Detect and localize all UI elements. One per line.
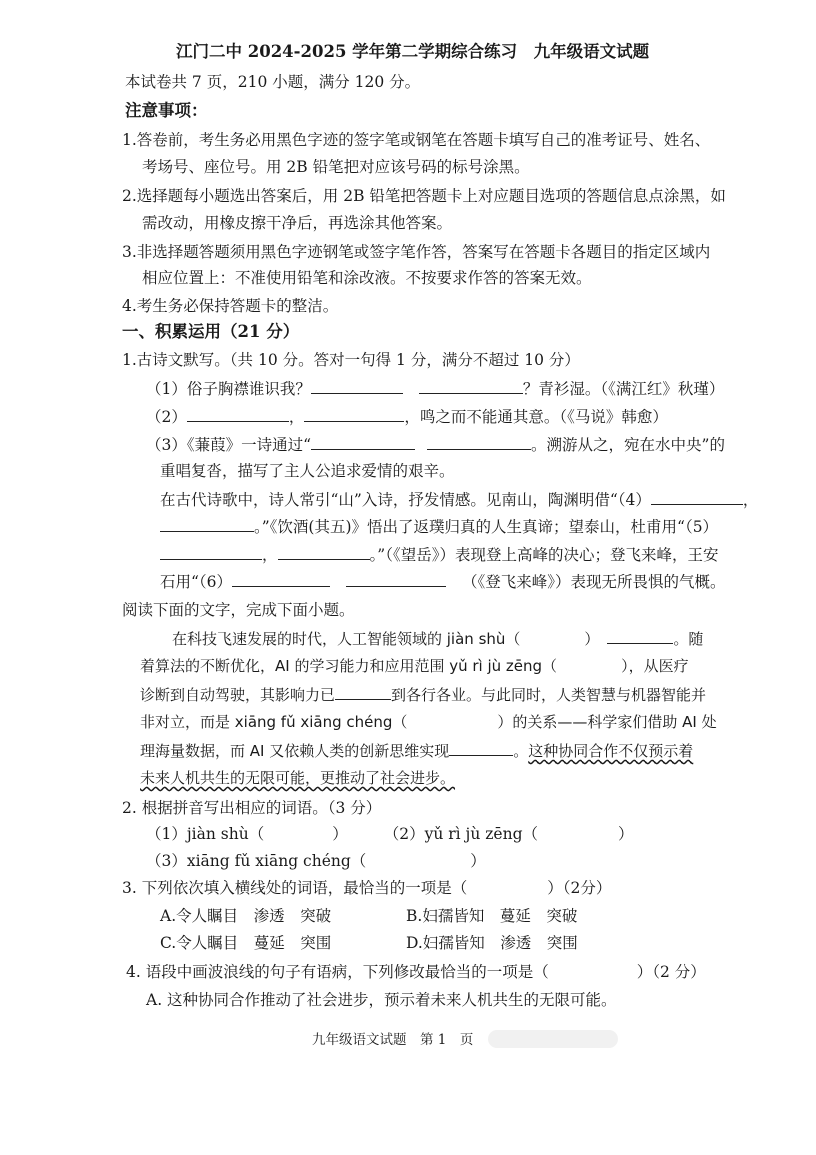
page-footer: 九年级语文试题 第 1 页 bbox=[312, 1032, 474, 1048]
answer-blank[interactable] bbox=[335, 684, 391, 700]
mountain-comma-2: ， bbox=[262, 546, 278, 564]
passage-line-4 bbox=[140, 712, 717, 732]
exam-title: 江门二中 2024-2025 学年第二学期综合练习 九年级语文试题 bbox=[176, 42, 650, 61]
q2-item-2: （2）yǔ rì jù zēng（ bbox=[383, 825, 538, 843]
q2-item-2-end: ） bbox=[618, 825, 634, 843]
mountain-text-b: 。”《饮酒(其五)》悟出了返璞归真的人生真谛；望泰山，杜甫用“（5） bbox=[254, 518, 719, 536]
passage-line-5 bbox=[140, 740, 693, 761]
answer-blank[interactable] bbox=[311, 434, 415, 450]
passage-text: 理海量数据，而 AI 又依赖人类的创新思维实现 bbox=[140, 742, 450, 760]
answer-blank[interactable] bbox=[160, 516, 254, 532]
q4-stem-text: 4. 语段中画波浪线的句子有语病，下列修改最恰当的一项是（ bbox=[126, 963, 549, 981]
mountain-paragraph-line-4 bbox=[160, 571, 726, 592]
passage-text: 在科技飞速发展的时代，人工智能领域的 jiàn shù（ bbox=[172, 630, 521, 648]
q4-option-a: A. 这种协同合作推动了社会进步，预示着未来人机共生的无限可能。 bbox=[146, 991, 617, 1009]
q3-stem-end: ）（2分） bbox=[547, 879, 612, 897]
scan-smudge bbox=[488, 1030, 618, 1048]
answer-blank[interactable] bbox=[607, 628, 673, 644]
passage-text: 着算法的不断优化，AI 的学习能力和应用范围 yǔ rì jù zēng（ bbox=[140, 657, 558, 675]
q4-stem-end: ）（2 分） bbox=[636, 963, 706, 981]
passage-text: 到各行各业。与此同时，人类智慧与机器智能并 bbox=[391, 686, 707, 704]
q1-3-prefix: （3）《蒹葭》一诗通过“ bbox=[146, 436, 312, 454]
mountain-paragraph-line-3 bbox=[160, 544, 718, 565]
passage-text: ）的关系——科学家们借助 AI 处 bbox=[497, 713, 717, 731]
question-2-items-row-1 bbox=[146, 824, 634, 844]
passage-text: 。 bbox=[513, 742, 529, 760]
answer-blank[interactable] bbox=[427, 434, 531, 450]
mountain-text-c: 。”（《望岳》）表现登上高峰的决心；登飞来峰，王安 bbox=[369, 546, 719, 564]
passage-line-6 bbox=[140, 768, 455, 788]
q1-3-suffix: 。溯游从之，宛在水中央”的 bbox=[531, 436, 725, 454]
exam-meta: 本试卷共 7 页，210 小题，满分 120 分。 bbox=[125, 73, 421, 91]
question-1-3-line-2: 重唱复沓，描写了主人公追求爱情的艰辛。 bbox=[160, 462, 455, 480]
q3-stem-text: 3. 下列依次填入横线处的词语，最恰当的一项是（ bbox=[122, 879, 468, 897]
note-2-line-2: 需改动，用橡皮擦干净后，再选涂其他答案。 bbox=[142, 214, 453, 232]
passage-line-1 bbox=[172, 628, 703, 649]
q3-option-d: D.妇孺皆知 渗透 突围 bbox=[406, 934, 578, 952]
q3-option-b: B.妇孺皆知 蔓延 突破 bbox=[406, 907, 578, 925]
q3-option-c: C.令人瞩目 蔓延 突围 bbox=[160, 934, 332, 952]
answer-blank[interactable] bbox=[311, 378, 403, 394]
question-1-1 bbox=[146, 378, 724, 399]
q3-option-a: A.令人瞩目 渗透 突破 bbox=[160, 907, 332, 925]
passage-text: 。随 bbox=[673, 630, 704, 648]
answer-blank[interactable] bbox=[232, 571, 330, 587]
mountain-comma: ， bbox=[742, 491, 759, 509]
passage-text: 诊断到自动驾驶，其影响力已 bbox=[140, 686, 336, 704]
answer-blank[interactable] bbox=[449, 740, 513, 756]
wavy-underlined-sentence: 未来人机共生的无限可能，更推动了社会进步。 bbox=[140, 769, 456, 787]
q1-2-comma: ， bbox=[288, 408, 305, 426]
q1-2-suffix: ，鸣之而不能通其意。（《马说》韩愈） bbox=[404, 408, 668, 426]
mountain-text-a: 在古代诗歌中，诗人常引“山”入诗，抒发情感。见南山，陶渊明借“（4） bbox=[160, 491, 651, 509]
mountain-text-e: （《登飞来峰》）表现无所畏惧的气概。 bbox=[462, 573, 726, 591]
answer-blank[interactable] bbox=[304, 406, 404, 422]
answer-blank[interactable] bbox=[419, 378, 523, 394]
q2-item-1: （1）jiàn shù（ bbox=[146, 825, 265, 843]
passage-text: ） bbox=[584, 630, 600, 648]
note-2-line-1: 2.选择题每小题选出答案后，用 2B 铅笔把答题卡上对应题目选项的答题信息点涂黑，如 bbox=[122, 187, 726, 205]
notes-heading: 注意事项： bbox=[125, 101, 208, 120]
note-4: 4.考生务必保持答题卡的整洁。 bbox=[122, 297, 339, 315]
answer-blank[interactable] bbox=[278, 544, 370, 560]
question-1-stem: 1.古诗文默写。（共 10 分。答对一句得 1 分，满分不超过 10 分） bbox=[122, 351, 580, 369]
note-3-line-2: 相应位置上：不准使用铅笔和涂改液。不按要求作答的答案无效。 bbox=[142, 269, 592, 287]
answer-blank[interactable] bbox=[651, 489, 743, 505]
wavy-underlined-sentence: 这种协同合作不仅预示着 bbox=[528, 742, 694, 760]
mountain-text-d: 石用“（6） bbox=[160, 573, 233, 591]
answer-blank[interactable] bbox=[187, 406, 289, 422]
note-1-line-1: 1.答卷前，考生务必用黑色字迹的签字笔或钢笔在答题卡填写自己的准考证号、姓名、 bbox=[122, 131, 711, 149]
q1-2-prefix: （2） bbox=[146, 408, 187, 426]
q1-1-suffix: ？青衫湿。（《满江红》秋瑾） bbox=[522, 380, 725, 398]
q1-1-prefix: （1）俗子胸襟谁识我？ bbox=[146, 380, 311, 398]
question-1-3 bbox=[146, 434, 725, 455]
q2-item-3-end: ） bbox=[470, 852, 486, 870]
mountain-paragraph-line-2 bbox=[160, 516, 718, 537]
note-3-line-1: 3.非选择题答题须用黑色字迹钢笔或签字笔作答，答案写在答题卡各题目的指定区域内 bbox=[122, 243, 711, 261]
passage-intro: 阅读下面的文字，完成下面小题。 bbox=[122, 601, 355, 619]
note-1-line-2: 考场号、座位号。用 2B 铅笔把对应该号码的标号涂黑。 bbox=[142, 158, 530, 176]
passage-line-3 bbox=[140, 684, 706, 705]
q2-item-1-end: ） bbox=[332, 825, 348, 843]
section-1-heading: 一、积累运用（21 分） bbox=[122, 322, 300, 341]
question-1-2 bbox=[146, 406, 668, 427]
question-2-stem: 2. 根据拼音写出相应的词语。（3 分） bbox=[122, 799, 382, 817]
mountain-paragraph-line-1 bbox=[160, 489, 758, 510]
question-3-stem bbox=[122, 878, 611, 898]
passage-line-2 bbox=[140, 656, 689, 676]
passage-text: 非对立，而是 xiāng fǔ xiāng chéng（ bbox=[140, 713, 408, 731]
answer-blank[interactable] bbox=[346, 571, 446, 587]
question-4-stem bbox=[126, 962, 706, 982]
answer-blank[interactable] bbox=[160, 544, 262, 560]
question-2-items-row-2 bbox=[146, 851, 486, 871]
passage-text: ），从医疗 bbox=[621, 657, 689, 675]
q2-item-3: （3）xiāng fǔ xiāng chéng（ bbox=[146, 852, 367, 870]
